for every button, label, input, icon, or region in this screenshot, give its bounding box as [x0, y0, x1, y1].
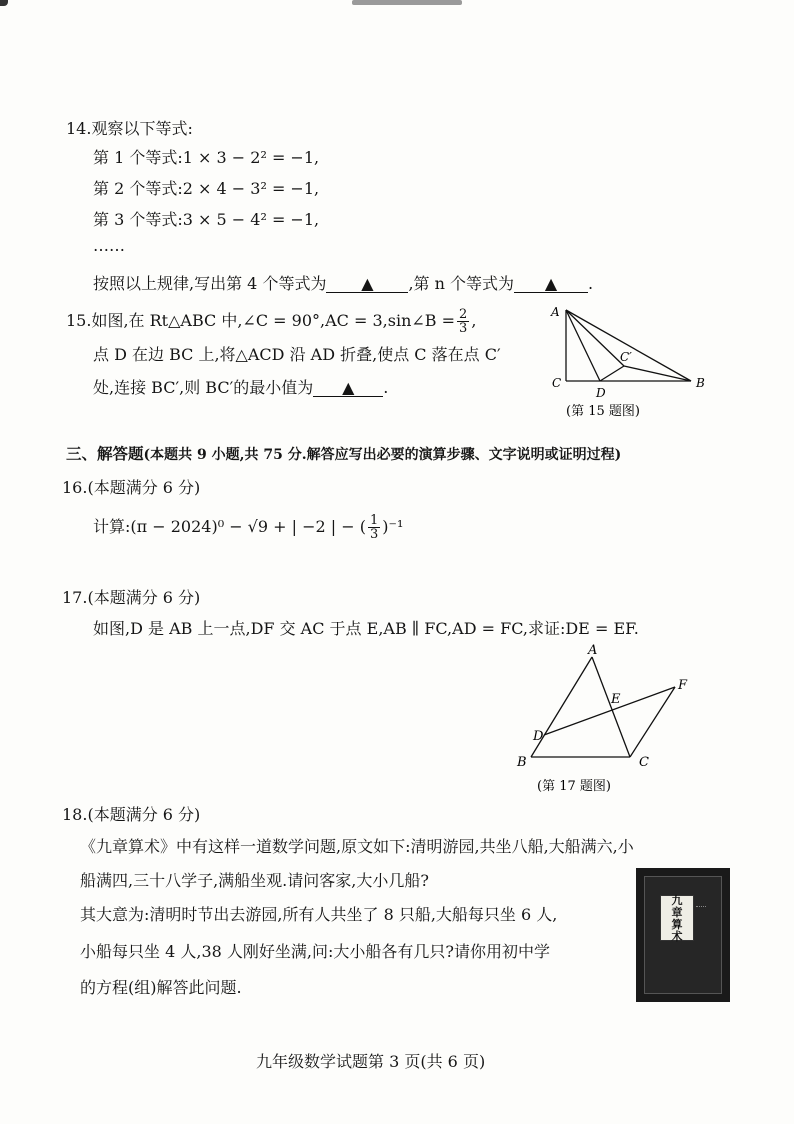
q16-fraction — [368, 514, 380, 541]
q17-label-c: C — [639, 755, 649, 770]
q17-figure — [505, 640, 705, 800]
q15-figure-caption: (第 15 题图) — [566, 404, 640, 419]
q16-title: 16.(本题满分 6 分) — [62, 478, 201, 497]
q17-label-e: E — [611, 692, 621, 707]
q14-end: . — [588, 274, 594, 293]
q14-equation-2: 第 2 个等式:2 × 4 − 3² = −1, — [93, 179, 320, 198]
q15-label-c-prime: C′ — [620, 350, 632, 364]
q18-line-1: 《九章算术》中有这样一道数学问题,原文如下:清明游园,共坐八船,大船满六,小 — [80, 837, 634, 856]
book-decoration — [696, 906, 706, 913]
q15-label-a: A — [551, 305, 560, 319]
triangle-marker-icon: ▲ — [342, 378, 355, 397]
q15-label-c: C — [552, 376, 562, 390]
q16-expression-suffix: )⁻¹ — [382, 517, 404, 536]
q17-label-a: A — [588, 643, 598, 658]
q15-end: . — [383, 378, 389, 397]
triangle-marker-icon: ▲ — [544, 274, 558, 293]
q14-answer-blank-1[interactable] — [326, 274, 408, 293]
triangle-marker-icon: ▲ — [361, 274, 374, 293]
q14-ellipsis: …… — [93, 236, 125, 255]
q17-text: 如图,D 是 AB 上一点,DF 交 AC 于点 E,AB ∥ FC,AD = FC,求证:DE = EF. — [93, 619, 639, 638]
top-scan-mark — [352, 0, 462, 5]
q15-line-1-text: 15.如图,在 Rt△ABC 中,∠C = 90°,AC = 3,sin∠B = — [66, 311, 456, 330]
q17-label-b: B — [517, 755, 527, 770]
fraction-denominator: 3 — [370, 527, 379, 542]
q18-line-5: 的方程(组)解答此问题. — [80, 978, 242, 997]
book-title-label — [660, 895, 694, 941]
q15-line-1 — [66, 308, 476, 334]
q14-answer-blank-2[interactable] — [514, 274, 588, 293]
book-title-char: 算 — [671, 917, 683, 931]
fraction-numerator: 2 — [459, 307, 468, 322]
q14-equation-1: 第 1 个等式:1 × 3 − 2² = −1, — [93, 148, 320, 167]
q14-question — [93, 274, 593, 294]
q16-expression — [93, 514, 403, 540]
q14-equation-3: 第 3 个等式:3 × 5 − 4² = −1, — [93, 210, 320, 229]
q17-label-f: F — [678, 678, 688, 693]
q16-expression-prefix: 计算:(π − 2024)⁰ − √9 + | −2 | − ( — [93, 517, 366, 536]
page-footer: 九年级数学试题第 3 页(共 6 页) — [256, 1052, 486, 1071]
q18-line-4: 小船每只坐 4 人,38 人刚好坐满,问:大小船各有几只?请你用初中学 — [80, 942, 550, 961]
q15-comma: , — [471, 311, 477, 330]
q15-label-b: B — [696, 376, 705, 390]
fraction-numerator: 1 — [370, 513, 379, 528]
q17-figure-caption: (第 17 题图) — [537, 779, 611, 794]
section-3-heading — [66, 444, 621, 465]
section-3-description: (本题共 9 小题,共 75 分.解答应写出必要的演算步骤、文字说明或证明过程) — [143, 447, 622, 463]
book-title-char: 九 — [671, 893, 683, 907]
book-title-char: 章 — [671, 905, 683, 919]
q17-title: 17.(本题满分 6 分) — [62, 588, 201, 607]
q14-title: 14.观察以下等式: — [66, 119, 193, 138]
book-title-char: 术 — [671, 929, 683, 943]
q17-label-d: D — [533, 729, 544, 744]
q15-figure — [540, 300, 720, 425]
q15-line-3 — [93, 378, 388, 398]
q15-fraction — [457, 308, 469, 335]
q18-line-2: 船满四,三十八学子,满船坐观.请问客家,大小几船? — [80, 871, 429, 890]
q15-line-3-text: 处,连接 BC′,则 BC′的最小值为 — [93, 378, 314, 397]
q15-line-2: 点 D 在边 BC 上,将△ACD 沿 AD 折叠,使点 C 落在点 C′ — [93, 345, 501, 364]
q15-label-d: D — [596, 386, 606, 400]
fraction-denominator: 3 — [459, 321, 468, 336]
jiuzhang-suanshu-book-image — [636, 868, 730, 1002]
q14-question-part1: 按照以上规律,写出第 4 个等式为 — [93, 274, 327, 293]
q18-line-3: 其大意为:清明时节出去游园,所有人共坐了 8 只船,大船每只坐 6 人, — [80, 905, 558, 924]
q14-question-part2: ,第 n 个等式为 — [408, 274, 515, 293]
q18-title: 18.(本题满分 6 分) — [62, 805, 201, 824]
q15-answer-blank[interactable] — [313, 378, 383, 397]
corner-mark — [0, 0, 8, 6]
section-3-title: 三、解答题 — [66, 444, 144, 463]
